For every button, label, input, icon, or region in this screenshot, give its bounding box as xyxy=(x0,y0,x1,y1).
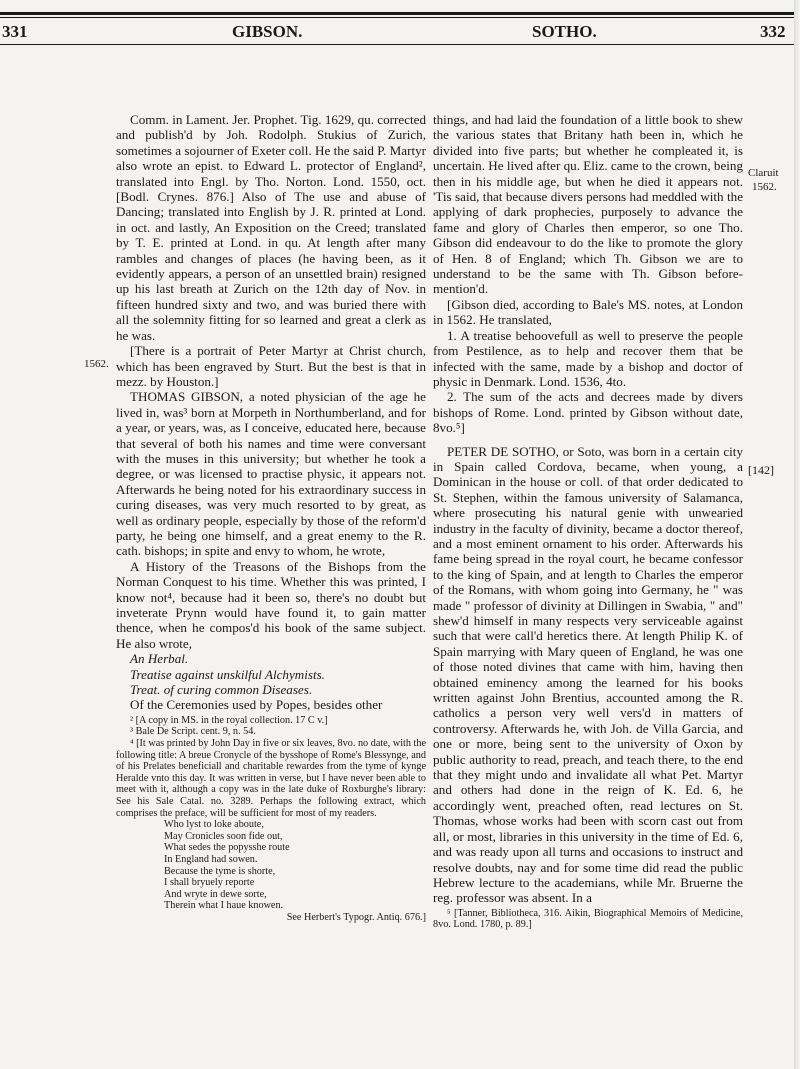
work-diseases: Treat. of curing common Diseases. xyxy=(130,682,313,698)
right-page-number: 332 xyxy=(760,22,786,41)
verse-line: In England had sowen. xyxy=(164,853,258,865)
header-rule xyxy=(0,44,800,45)
left-paragraph-1: Comm. in Lament. Jer. Prophet. Tig. 1629, qu. corrected and publish'd by Joh. Rodolph. Stukius of Zurich, sometimes a sojourner of Exeter coll. He the said P. Martyr also wrote an epist. to Edward L. protector of England², translated into Engl. by Tho. Norton. Lond. 1550, oct. [Bodl. Crynes. 876.] Also of The use and abuse of Dancing; translated into English by J. R. printed at Lond. in oct. and lastly, An Exposition on the Creed; translated by T. E. printed at Lond. in qu. At length after many rambles and changes of places (he having been, as it evidently appears, a person of an unsettled brain) resigned up his last breath at Zurich on the 12th day of Nov. in fifteen hundred sixty and two, and was buried there with all the solemnity fitting for so learned and great a clerk as he was. xyxy=(116,112,426,343)
right-footnotes xyxy=(433,908,743,931)
left-column xyxy=(116,112,426,924)
verse-line: May Cronicles soon fide out, xyxy=(164,830,283,842)
work-ceremonies: Of the Ceremonies used by Popes, besides other xyxy=(130,697,383,713)
page-edge-shadow xyxy=(794,0,800,1069)
verse-line: Because the tyme is shorte, xyxy=(164,865,276,877)
top-rule-thin xyxy=(0,17,800,18)
right-column xyxy=(433,112,743,931)
verse-extract xyxy=(116,819,426,912)
work-herbal: An Herbal. xyxy=(130,651,189,667)
left-paragraph-2: [There is a portrait of Peter Martyr at Christ church, which has been engraved by Sturt. But the best is that in mezz. by Houston.] xyxy=(116,343,426,389)
work-history-treasons: A History of the Treasons of the Bishops from the Norman Conquest to his time. Whether this was printed, I know not⁴, because had it been so, there's no doubt but inveterate Prynn would have found it, to gain matter thence, when he compos'd his book of the same subject. He also wrote, xyxy=(116,558,426,651)
translation-1: 1. A treatise behoovefull as well to preserve the people from Pestilence, as to help and recover them that be infected with the same, made by a bishop and doctor of physic in Denmark. Lond. 1536, 4to. xyxy=(433,327,743,389)
translation-2: 2. The sum of the acts and decrees made by divers bishops of Rome. Lond. printed by Gibson without date, 8vo.⁵] xyxy=(433,389,743,436)
margin-page-bracket: [142] xyxy=(748,463,774,477)
margin-claruit: Claruit xyxy=(748,167,779,179)
top-rule xyxy=(0,12,800,15)
margin-year-left: 1562. xyxy=(84,358,109,370)
right-paragraph-1: things, and had laid the foundation of a little book to shew the various states that Britany hath been in, which he divided into five parts; but whether he compleated it, is uncertain. He lived after qu. Eliz. came to the crown, being then in his middle age, but when he died it appears not. 'Tis said, that because divers persons had meddled with the applying of dark prophecies, purposely to advance the fame and glory of Charles then emperor, so one Tho. Gibson did endeavour to do the like to promote the glory of Hen. 8 of England; which Th. Gibson we are to understand to be the same with Th. Gibson before-mention'd. xyxy=(433,112,743,297)
left-footnotes xyxy=(116,715,426,924)
footnote-5: ⁵ [Tanner, Bibliotheca, 316. Aikin, Biographical Memoirs of Medicine, 8vo. Lond. 1780, p. 89.] xyxy=(433,907,743,931)
gibson-entry: THOMAS GIBSON, a noted physician of the age he lived in, was³ born at Morpeth in Northumberland, and for a year, or years, was, as I conceive, educated here, because that several of both his names and time were conversant with the muses in this university; but whether he took a degree, or was licensed to practise physic, it appears not. Afterwards he being noted for his extraordinary success in curing diseases, was very much resorted to by great, as well as ordinary people, especially by those of the reform'd party, he being one himself, and a great enemy to the R. cath. bishops; in spite and envy to whom, he wrote, xyxy=(116,389,426,559)
right-running-title: SOTHO. xyxy=(532,22,597,41)
footnote-4-source: See Herbert's Typogr. Antiq. 676.] xyxy=(286,911,426,923)
work-alchymists: Treatise against unskilful Alchymists. xyxy=(130,666,325,682)
footnote-4: ⁴ [It was printed by John Day in five or six leaves, 8vo. no date, with the following title: A breue Cronycle of the bysshope of Rome's Blessynge, and of his Prelates beneficiall and charitable rewardes from the tyme of kynge Heralde vnto this day. It was written in verse, but I have never been able to meet with it, although a copy was in the late duke of Roxburghe's library: See his Sale Catal. no. 3289. Perhaps the following extract, which comprises the preface, will be sufficient for most of my readers. xyxy=(116,738,426,819)
footnote-2: ² [A copy in MS. in the royal collection. 17 C v.] xyxy=(130,714,328,726)
verse-line: I shall bryuely reporte xyxy=(164,877,255,889)
right-paragraph-2: [Gibson died, according to Bale's MS. notes, at London in 1562. He translated, xyxy=(433,296,743,328)
sotho-entry: PETER DE SOTHO, or Soto, was born in a certain city in Spain called Cordova, became, when young, a Dominican in the house or coll. of that order dedicated to St. Stephen, within the famous university of Salamanca, where prosecuting his natural genie with unwearied industry in the faculty of divinity, became a doctor thereof, and a most eminent ornament to his order. Afterwards his fame being spread in the royal court, he became confessor to the king of Spain, and at length to Charles the emperor of the Romans, with whom going into Germany, he " was made " professor of divinity at Dillingen in Swabia, " and" shew'd himself in many respects very serviceable against such that were call'd heretics there. At length Philip K. of Spain marrying with Mary queen of England, he was one of those noted divines that came with him, having then obtained eminency among the learned for his books written against John Brentius, accounted among the R. catholics a person very well vers'd in matters of controversy. Afterwards he, with Joh. de Villa Garcia, and one or more, being sent to the university of Oxon by public authority to read, preach, and teach there, to the end that they might undo and invalidate all what Pet. Martyr and others had done in the reign of K. Ed. 6, he accordingly went, preached often, read lectures on St. Thomas, whose works had been with scorn cast out from all, or most, libraries in this university in the time of Ed. 6, and was ready upon all turns and occasions to instruct and resolve doubts, nay and for some time did read the public Hebrew lecture to the academians, while Mr. Bruerne the reg. professor was absent. In a xyxy=(433,443,743,906)
verse-line: What sedes the popysshe route xyxy=(164,842,290,854)
left-page-number: 331 xyxy=(2,22,28,41)
margin-year-right: 1562. xyxy=(752,181,777,193)
left-running-title: GIBSON. xyxy=(232,22,303,41)
verse-line: Who lyst to loke aboute, xyxy=(164,819,264,831)
running-header xyxy=(0,22,800,46)
verse-line: And wryte in dewe sorte, xyxy=(164,888,267,900)
footnote-3: ³ Bale De Script. cent. 9, n. 54. xyxy=(130,726,256,738)
verse-line: Therein what I haue knowen. xyxy=(164,900,284,912)
